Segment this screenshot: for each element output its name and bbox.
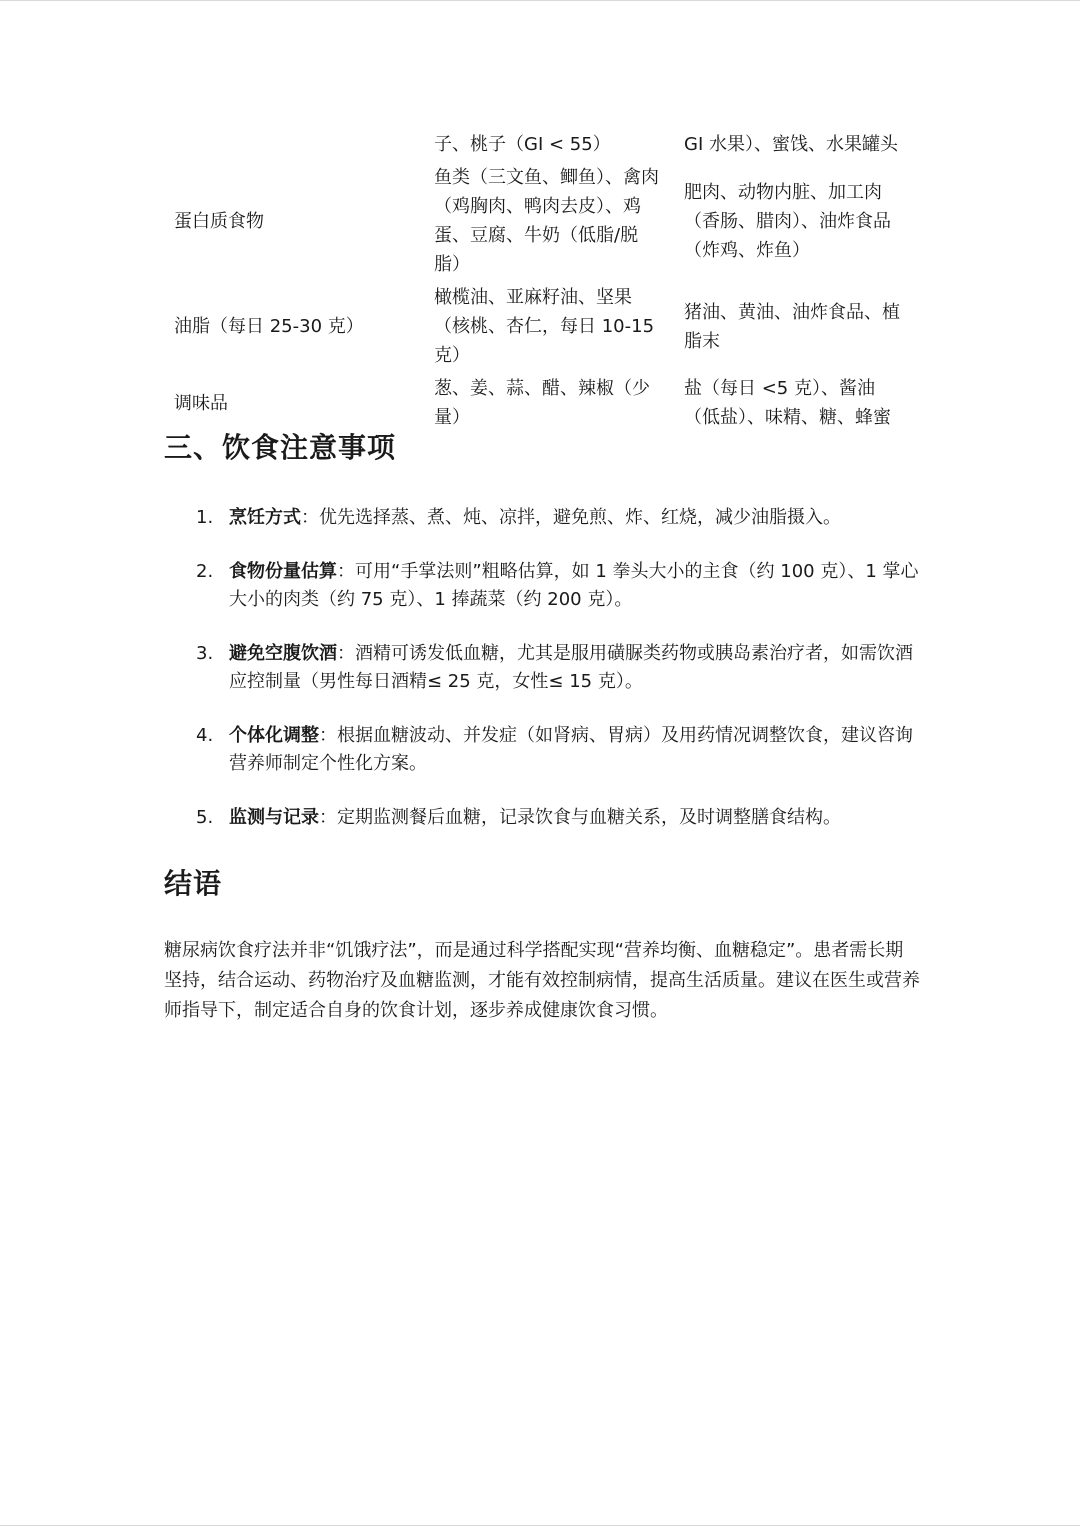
table-cell-recommended: 子、桃子（GI < 55） (434, 134, 611, 155)
list-item (164, 722, 920, 778)
list-item-number: 1. (196, 507, 214, 528)
table-cell-category (164, 130, 424, 161)
notes-list (164, 504, 920, 858)
table-cell-recommended: 葱、姜、蒜、醋、辣椒（少量） (434, 378, 650, 428)
list-item-title: 个体化调整 (229, 725, 319, 746)
list-item-number: 2. (196, 561, 214, 582)
table-row (164, 281, 920, 372)
list-item-title: 避免空腹饮酒 (229, 643, 337, 664)
list-item-number: 5. (196, 807, 214, 828)
list-item-text: ：定期监测餐后血糖，记录饮食与血糖关系，及时调整膳食结构。 (319, 807, 841, 828)
list-item (164, 640, 920, 696)
page-bottom-border (0, 1525, 1080, 1526)
table-cell-avoid: 盐（每日 <5 克）、酱油（低盐）、味精、糖、蜂蜜 (684, 378, 891, 428)
page-top-border (0, 0, 1080, 1)
table-cell-avoid: 肥肉、动物内脏、加工肉（香肠、腊肉）、油炸食品（炸鸡、炸鱼） (684, 181, 891, 261)
list-item (164, 804, 920, 832)
list-item-title: 监测与记录 (229, 807, 319, 828)
list-item-text: ：酒精可诱发低血糖，尤其是服用磺脲类药物或胰岛素治疗者，如需饮酒应控制量（男性每日酒精≤ 25 克，女性≤ 15 克）。 (229, 643, 913, 692)
list-item-text: ：优先选择蒸、煮、炖、凉拌，避免煎、炸、红烧，减少油脂摄入。 (301, 507, 841, 528)
list-item (164, 558, 920, 614)
section-heading-conclusion: 结语 (164, 867, 223, 900)
conclusion-paragraph: 糖尿病饮食疗法并非“饥饿疗法”，而是通过科学搭配实现“营养均衡、血糖稳定”。患者需长期坚持，结合运动、药物治疗及血糖监测，才能有效控制病情，提高生活质量。建议在医生或营养师指导下，制定适合自身的饮食计划，逐步养成健康饮食习惯。 (164, 940, 920, 1021)
food-choice-table (164, 130, 920, 434)
list-item-title: 食物份量估算 (229, 561, 337, 582)
list-item (164, 504, 920, 532)
list-item-number: 4. (196, 725, 214, 746)
table-cell-avoid: 猪油、黄油、油炸食品、植脂末 (684, 301, 900, 352)
list-item-title: 烹饪方式 (229, 507, 301, 528)
table-row (164, 130, 920, 161)
table-cell-avoid: GI 水果）、蜜饯、水果罐头 (684, 134, 898, 155)
table-cell-category: 调味品 (174, 392, 228, 414)
list-item-text: ：可用“手掌法则”粗略估算，如 1 拳头大小的主食（约 100 克）、1 掌心大小的肉类（约 75 克）、1 捧蔬菜（约 200 克）。 (229, 561, 919, 610)
table-cell-category: 蛋白质食物 (174, 210, 264, 232)
list-item-number: 3. (196, 643, 214, 664)
table-row (164, 372, 920, 434)
table-cell-category: 油脂（每日 25-30 克） (174, 316, 364, 337)
table-cell-recommended: 橄榄油、亚麻籽油、坚果（核桃、杏仁，每日 10-15 克） (434, 287, 655, 366)
table-cell-recommended: 鱼类（三文鱼、鲫鱼）、禽肉（鸡胸肉、鸭肉去皮）、鸡蛋、豆腐、牛奶（低脂/脱脂） (434, 167, 659, 275)
section-heading-notes: 三、饮食注意事项 (164, 431, 397, 464)
table-row (164, 161, 920, 281)
list-item-text: ：根据血糖波动、并发症（如肾病、胃病）及用药情况调整饮食，建议咨询营养师制定个性化方案。 (229, 725, 913, 774)
